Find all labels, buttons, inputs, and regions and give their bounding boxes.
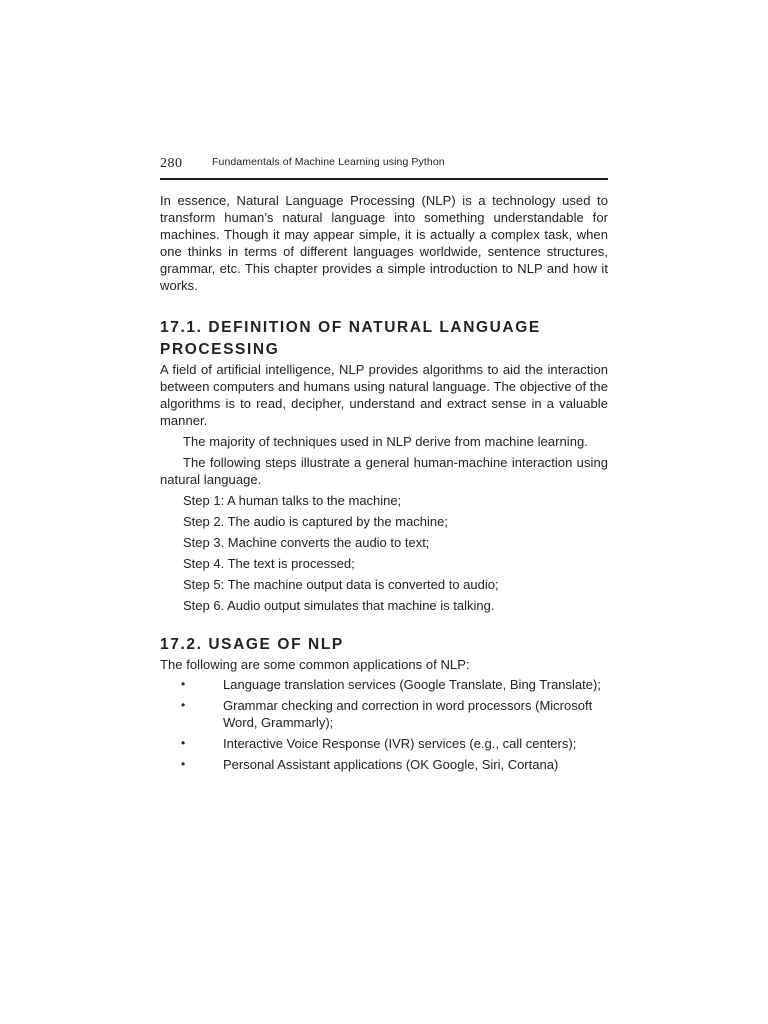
bullet-icon: • (181, 698, 186, 712)
step-item: Step 6. Audio output simulates that machine is talking. (183, 598, 495, 613)
bullet-icon: • (181, 677, 186, 691)
applications-list (160, 676, 608, 773)
list-item (160, 676, 608, 693)
steps-list (183, 490, 608, 616)
usage-intro-paragraph: The following are some common applications of NLP: (160, 657, 470, 672)
bullet-icon: • (181, 736, 186, 750)
list-item-text: Grammar checking and correction in word processors (Microsoft Word, Grammarly); (223, 698, 593, 730)
list-item (160, 756, 608, 773)
list-item-text: Language translation services (Google Translate, Bing Translate); (223, 677, 601, 692)
section-heading-usage: 17.2. USAGE OF NLP (160, 636, 344, 653)
intro-paragraph: In essence, Natural Language Processing (NLP) is a technology used to transform human’s natural language into something understandable for machines. Though it may appear simple, it is actually a complex task, when one thinks in terms of different languages worldwide, sentence structures, grammar, etc. This chapter provides a simple introduction to NLP and how it works. (160, 193, 608, 293)
bullet-icon: • (181, 757, 186, 771)
list-item-text: Interactive Voice Response (IVR) services (e.g., call centers); (223, 736, 577, 751)
step-item: Step 1: A human talks to the machine; (183, 493, 402, 508)
step-item: Step 5: The machine output data is converted to audio; (183, 577, 499, 592)
list-item (160, 735, 608, 752)
list-item-text: Personal Assistant applications (OK Google, Siri, Cortana) (223, 757, 559, 772)
section-heading-definition: 17.1. DEFINITION OF NATURAL LANGUAGE PROCESSING (160, 319, 541, 358)
step-item: Step 4. The text is processed; (183, 556, 355, 571)
book-title: Fundamentals of Machine Learning using Python (212, 156, 445, 168)
running-header (160, 150, 608, 180)
list-item (160, 697, 608, 731)
definition-paragraph: A field of artificial intelligence, NLP provides algorithms to aid the interaction between computers and humans using natural language. The objective of the algorithms is to read, decipher, understand and extract sense in a valuable manner. (160, 362, 608, 428)
book-page (160, 150, 608, 777)
steps-intro-paragraph: The following steps illustrate a general human-machine interaction using natural language. (160, 455, 608, 487)
step-item: Step 2. The audio is captured by the machine; (183, 514, 448, 529)
techniques-paragraph: The majority of techniques used in NLP derive from machine learning. (183, 434, 588, 449)
step-item: Step 3. Machine converts the audio to text; (183, 535, 430, 550)
page-number: 280 (160, 156, 183, 171)
